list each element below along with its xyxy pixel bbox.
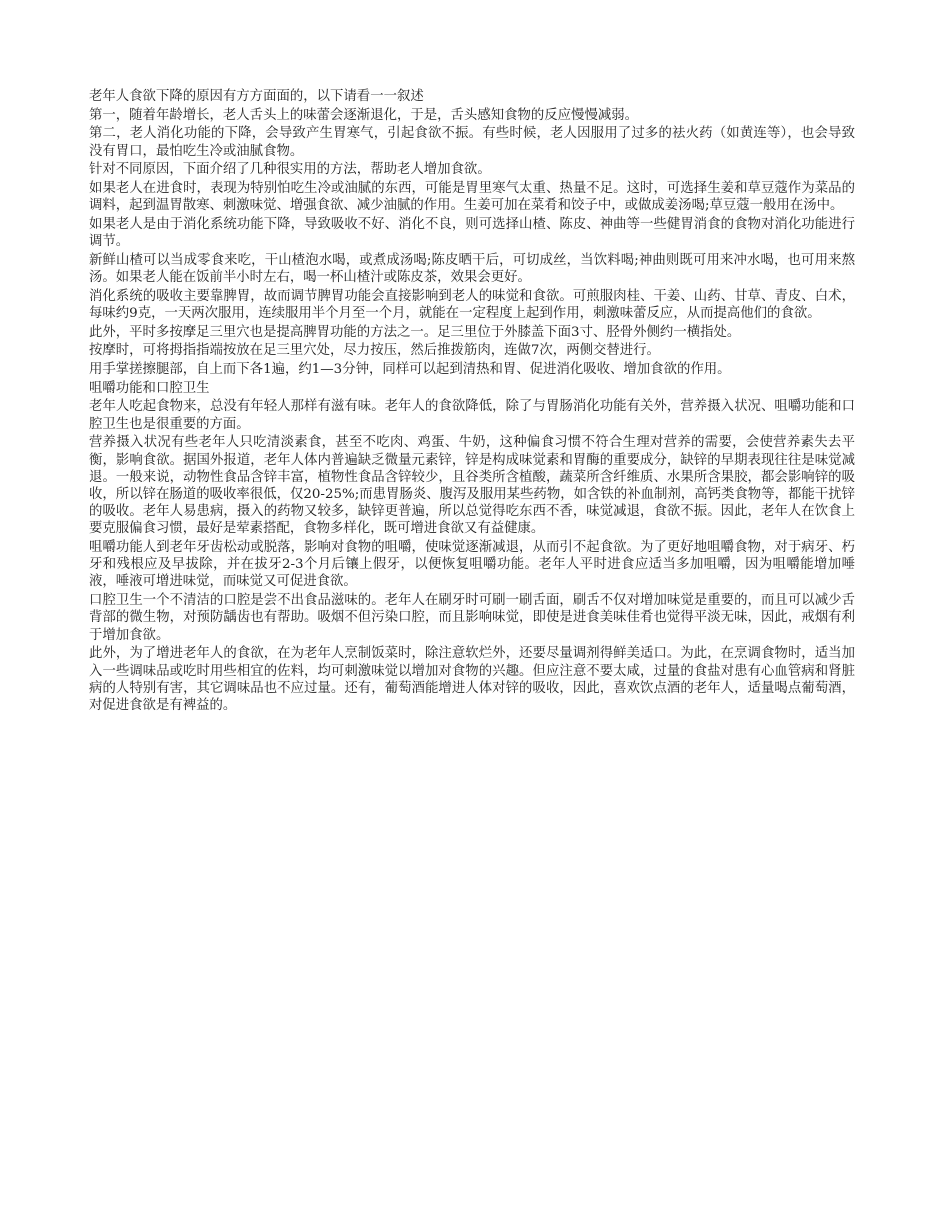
methods-intro-paragraph: 针对不同原因，下面介绍了几种很实用的方法，帮助老人增加食欲。 <box>89 162 491 178</box>
appetite-overview-paragraph: 老年人吃起食物来，总没有年轻人那样有滋有味。老年人的食欲降低，除了与胃肠消化功能有关外，营养摄入状况、咀嚼功能和口腔卫生也是很重要的方面。 <box>89 399 855 432</box>
zusanli-paragraph: 此外，平时多按摩足三里穴也是提高脾胃功能的方法之一。足三里位于外膝盖下面3寸、胫骨外侧约一横指处。 <box>89 324 741 340</box>
reason-one-paragraph: 第一，随着年龄增长，老人舌头上的味蕾会逐渐退化，于是，舌头感知食物的反应慢慢减弱。 <box>89 107 639 123</box>
intro-line: 老年人食欲下降的原因有方方面面的，以下请看一一叙述 <box>89 89 424 104</box>
section-heading: 咀嚼功能和口腔卫生 <box>89 380 210 396</box>
spleen-stomach-paragraph: 消化系统的吸收主要靠脾胃，故而调节脾胃功能会直接影响到老人的味觉和食欲。可煎服肉桂、干姜、山药、甘草、青皮、白术，每味约9克，一天两次服用，连续服用半个月至一个月，就能在一定程度上起到作用，刺激味蕾反应，从而提高他们的食欲。 <box>89 288 855 321</box>
hawthorn-paragraph: 新鲜山楂可以当成零食来吃，干山楂泡水喝，或煮成汤喝;陈皮晒干后，可切成丝，当饮料喝;神曲则既可用来冲水喝，也可用来熬汤。如果老人能在饭前半小时左右，喝一杯山楂汁或陈皮茶，效果会更好。 <box>89 252 855 286</box>
reason-two-paragraph: 第二，老人消化功能的下降，会导致产生胃寒气，引起食欲不振。有些时候，老人因服用了过多的祛火药（如黄连等），也会导致没有胃口，最怕吃生冷或油腻食物。 <box>89 126 855 159</box>
nutrition-paragraph: 营养摄入状况有些老年人只吃清淡素食，甚至不吃肉、鸡蛋、牛奶，这种偏食习惯不符合生理对营养的需要，会使营养素失去平衡，影响食欲。据国外报道，老年人体内普遍缺乏微量元素锌，锌是构成味觉素和胃酶的重要成分，缺锌的早期表现往往是味觉减退。一般来说，动物性食品含锌丰富，植物性食品含锌较少，且谷类所含植酸，蔬菜所含纤维质、水果所含果胶，都会影响锌的吸收，所以锌在肠道的吸收率很低，仅20-25%;而患胃肠炎、腹泻及服用某些药物，如含铁的补血制剂，高钙类食物等，都能干扰锌的吸收。老年人易患病，摄入的药物又较多，缺锌更普遍，所以总觉得吃东西不香，味觉减退，食欲不振。因此，老年人在饮食上要克服偏食习惯，最好是荤素搭配，食物多样化，既可增进食欲又有益健康。 <box>89 435 855 537</box>
cooking-tips-paragraph: 此外，为了增进老年人的食欲，在为老年人烹制饭菜时，除注意软烂外，还要尽量调剂得鲜美适口。为此，在烹调食物时，适当加入一些调味品或吃时用些相宜的佐料，均可刺激味觉以增加对食物的兴趣。但应注意不要太咸，过量的食盐对患有心血管病和肾脏病的人特别有害，其它调味品也不应过量。还有，葡萄酒能增进人体对锌的吸收，因此，喜欢饮点酒的老年人，适量喝点葡萄酒，对促进食欲是有裨益的。 <box>89 646 855 713</box>
massage-paragraph: 按摩时，可将拇指指端按放在足三里穴处，尽力按压，然后推拨筋肉，连做7次，两侧交替进行。 <box>89 343 660 359</box>
digestion-paragraph: 如果老人是由于消化系统功能下降，导致吸收不好、消化不良，则可选择山楂、陈皮、神曲等一些健胃消食的食物对消化功能进行调节。 <box>89 216 855 250</box>
oral-hygiene-paragraph: 口腔卫生一个不清洁的口腔是尝不出食品滋味的。老年人在刷牙时可刷一刷舌面，刷舌不仅对增加味觉是重要的，而且可以减少舌背部的微生物，对预防龋齿也有帮助。吸烟不但污染口腔，而且影响味觉，即使是进食美味佳肴也觉得平淡无味，因此，戒烟有利于增加食欲。 <box>89 593 855 643</box>
leg-rub-paragraph: 用手掌搓擦腿部，自上而下各1遍，约1—3分钟，同样可以起到清热和胃、促进消化吸收、增加食欲的作用。 <box>89 362 731 378</box>
chewing-paragraph: 咀嚼功能人到老年牙齿松动或脱落，影响对食物的咀嚼，使味觉逐渐减退，从而引不起食欲。为了更好地咀嚼食物，对于病牙、朽牙和残根应及早拔除，并在拔牙2-3个月后镶上假牙，以便恢复咀嚼功能。老年人平时进食应适当多加咀嚼，因为咀嚼能增加唾液，唾液可增进味觉，而味觉又可促进食欲。 <box>89 540 855 590</box>
document-body <box>89 88 855 716</box>
ginger-paragraph: 如果老人在进食时，表现为特别怕吃生冷或油腻的东西，可能是胃里寒气太重、热量不足。这时，可选择生姜和草豆蔻作为菜品的调料，起到温胃散寒、刺激味觉、增强食欲、减少油腻的作用。生姜可加在菜肴和饺子中，或做成姜汤喝;草豆蔻一般用在汤中。 <box>89 181 855 214</box>
